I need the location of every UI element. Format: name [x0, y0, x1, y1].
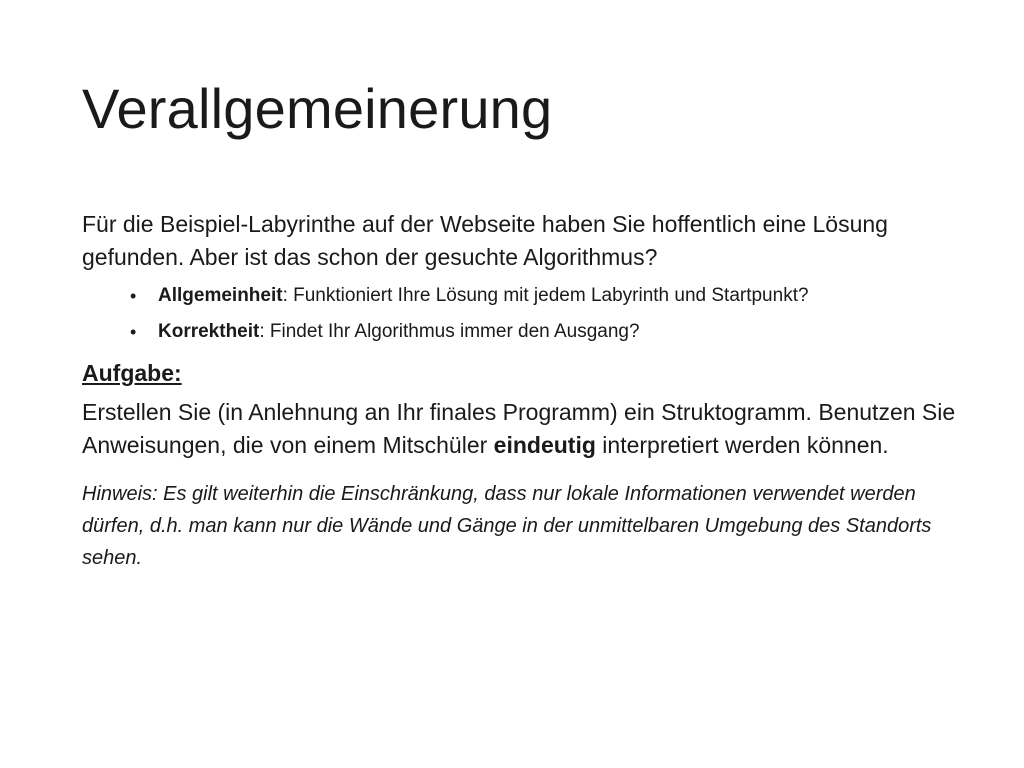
task-paragraph: [82, 396, 962, 462]
bullet-item-korrektheit: [130, 320, 962, 344]
bullet-list: [82, 284, 962, 344]
slide-title: Verallgemeinerung: [82, 77, 553, 140]
bullet-term: Allgemeinheit: [158, 285, 283, 306]
hint-paragraph: Hinweis: Es gilt weiterhin die Einschränkung, dass nur lokale Informationen verwendet werden dürfen, d.h. man kann nur die Wände und Gänge in der unmittelbaren Umgebung des Standorts sehen.: [82, 483, 932, 569]
bullet-marker: •: [130, 286, 137, 306]
bullet-item-allgemeinheit: [130, 284, 962, 308]
bullet-text: : Funktioniert Ihre Lösung mit jedem Labyrinth und Startpunkt?: [282, 285, 809, 306]
task-heading: Aufgabe:: [82, 360, 182, 386]
task-text-emphasis: eindeutig: [493, 432, 596, 458]
bullet-term: Korrektheit: [158, 321, 260, 342]
task-text-before: Erstellen Sie (in Anlehnung an Ihr finales Programm) ein Struktogramm. Benutzen Sie Anweisungen, die von einem Mitschüler: [82, 399, 956, 458]
task-text-after: interpretiert werden können.: [595, 432, 889, 458]
slide-content: [82, 208, 962, 574]
intro-paragraph: Für die Beispiel-Labyrinthe auf der Webseite haben Sie hoffentlich eine Lösung gefunden. Aber ist das schon der gesuchte Algorithmus?: [82, 211, 888, 270]
bullet-marker: •: [130, 322, 137, 342]
bullet-text: : Findet Ihr Algorithmus immer den Ausgang?: [259, 321, 640, 342]
